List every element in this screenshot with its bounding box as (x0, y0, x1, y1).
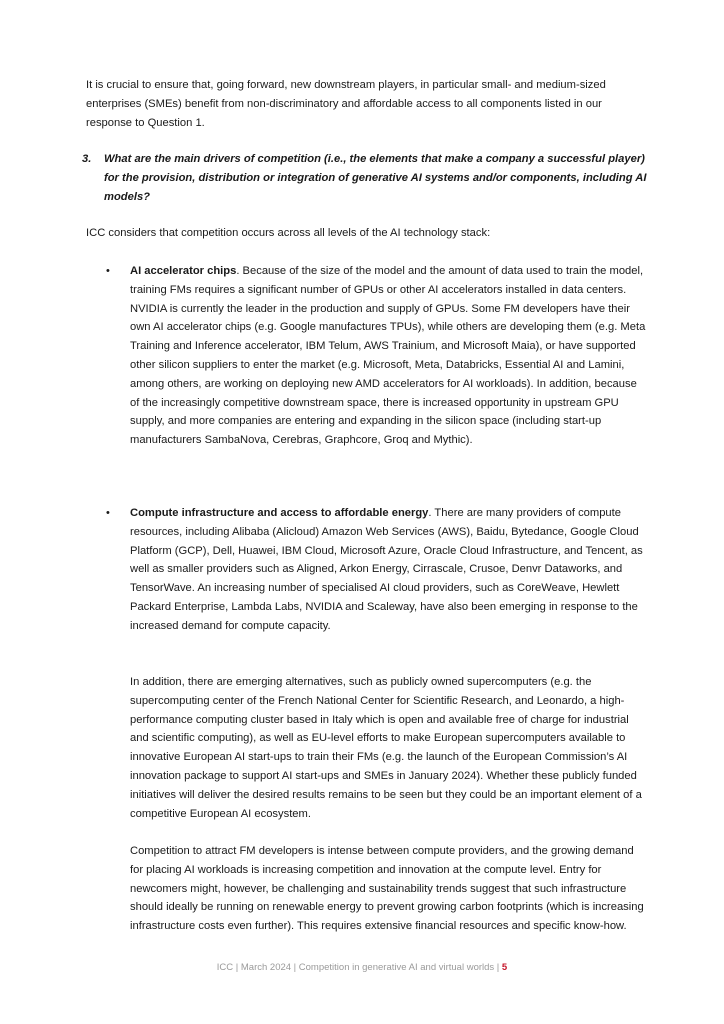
intro-paragraph: It is crucial to ensure that, going forward, new downstream players, in particular small- and medium-sized enterprises (SMEs) benefit from non-discriminatory and affordable access to all components listed in our response to Question 1. (86, 79, 606, 129)
bullet-body (130, 262, 646, 450)
page-footer (0, 962, 724, 973)
question-number: 3. (82, 153, 92, 165)
bullet-title: Compute infrastructure and access to affordable energy (130, 507, 429, 519)
bullet-text: . There are many providers of compute resources, including Alibaba (Alicloud) Amazon Web Services (AWS), Baidu, Bytedance, Google Cloud Platform (GCP), Dell, Huawei, IBM Cloud, Microsoft Azure, Oracle Cloud Infrastructure, and Tencent, as well as smaller providers such as Aligned, Arkon Energy, Cirrascale, Crusoe, Denvr Dataworks, and TensorWave. An increasing number of specialised AI cloud providers, such as CoreWeave, Hewlett Packard Enterprise, Lambda Labs, NVIDIA and Scaleway, have also been emerging in response to the increased demand for compute capacity. (130, 507, 643, 632)
answer-intro: ICC considers that competition occurs across all levels of the AI technology stack: (86, 227, 491, 239)
bullet-ai-accelerator-chips (106, 262, 646, 450)
page-number: 5 (501, 962, 508, 973)
sub-paragraph-competition: Competition to attract FM developers is intense between compute providers, and the growing demand for placing AI workloads is increasing competition and innovation at the compute level. Entry for newcomers might, however, be challenging and sustainability trends suggest that such infrastructure should ideally be running on renewable energy to prevent growing carbon footprints (which is increasing infrastructure costs even further). This requires extensive financial resources and specific know-how. (130, 845, 644, 933)
bullet-compute-infrastructure (106, 504, 646, 636)
bullet-body (130, 504, 646, 636)
bullet-text: . Because of the size of the model and the amount of data used to train the model, training FMs requires a significant number of GPUs or other AI accelerators installed in data centers. NVIDIA is currently the leader in the production and supply of GPUs. Some FM developers have their own AI accelerator chips (e.g. Google manufactures TPUs), while others are developing them (e.g. Meta Training and Inference accelerator, IBM Telum, AWS Trainium, and Microsoft Maia), or have supported other silicon suppliers to enter the market (e.g. Microsoft, Meta, Databricks, Essential AI and Lamini, among others, are working on deploying new AMD accelerators for AI workloads). In addition, because of the increasingly competitive downstream space, there is increased opportunity in upstream GPU supply, and more companies are entering and expanding in the silicon space (including start-up manufacturers SambaNova, Cerebras, Graphcore, Groq and Mythic). (130, 265, 646, 447)
question-text: What are the main drivers of competition (i.e., the elements that make a company a successful player) for the provision, distribution or integration of generative AI systems and/or components, including AI models? (104, 153, 647, 203)
bullet-title: AI accelerator chips (130, 265, 237, 277)
question-heading (82, 150, 652, 206)
bullet-icon: • (106, 507, 110, 519)
bullet-icon: • (106, 265, 110, 277)
footer-text: ICC | March 2024 | Competition in generative AI and virtual worlds | (216, 962, 502, 973)
sub-paragraph-supercomputers: In addition, there are emerging alternatives, such as publicly owned supercomputers (e.g. the supercomputing center of the French National Center for Scientific Research, and Leonardo, a high-performance computing cluster based in Italy which is open and available free of charge for industrial and scientific computing), as well as EU-level efforts to make European supercomputers available to innovative European AI start-ups to train their FMs (e.g. the launch of the European Commission’s AI innovation package to support AI start-ups and SMEs in January 2024). Whether these publicly funded initiatives will deliver the desired results remains to be seen but they could be an important element of a competitive European AI ecosystem. (130, 676, 642, 820)
